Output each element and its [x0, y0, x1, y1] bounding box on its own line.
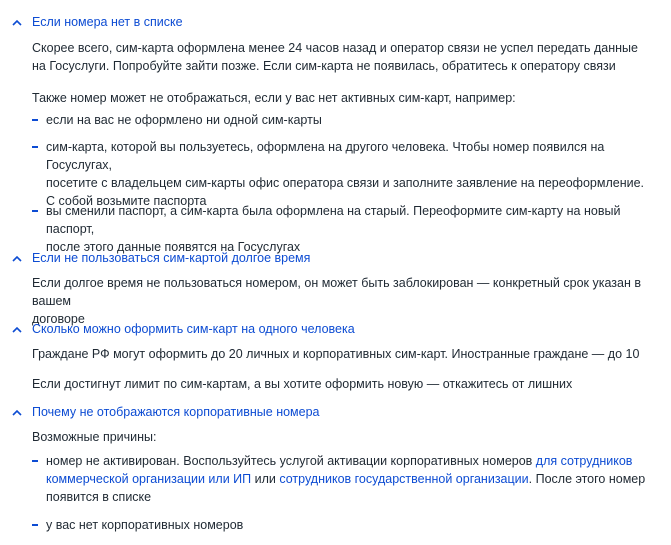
text-fragment: или: [251, 472, 280, 486]
chevron-up-icon: [10, 251, 24, 265]
text-fragment: номер не активирован. Воспользуйтесь услугой активации корпоративных номеров: [46, 454, 536, 468]
answer-paragraph: Также номер может не отображаться, если у вас нет активных сим-карт, например:: [32, 91, 516, 105]
answer-paragraph: [32, 39, 662, 75]
text-fragment: появится в списке: [46, 490, 152, 504]
link-government-employees[interactable]: сотрудников государственной организации: [279, 472, 529, 486]
list-bullet: [32, 524, 38, 526]
answer-line: Скорее всего, сим-карта оформлена менее 24 часов назад и оператор связи не успел передать данные: [32, 41, 638, 55]
answer-paragraph: Граждане РФ могут оформить до 20 личных и корпоративных сим-карт. Иностранные граждане — до 10: [32, 347, 640, 361]
faq-question-title[interactable]: Если номера нет в списке: [32, 15, 183, 29]
faq-toggle-sim-limit[interactable]: [10, 320, 355, 338]
faq-question-title[interactable]: Если не пользоваться сим-картой долгое время: [32, 251, 311, 265]
list-item-text: у вас нет корпоративных номеров: [46, 518, 244, 532]
list-bullet: [32, 210, 38, 212]
answer-paragraph: Если достигнут лимит по сим-картам, а вы хотите оформить новую — откажитесь от лишних: [32, 377, 573, 391]
link-text[interactable]: для сотрудников: [535, 454, 633, 468]
list-item-text: [46, 452, 662, 506]
faq-toggle-number-not-in-list[interactable]: [10, 13, 183, 31]
faq-toggle-unused-sim[interactable]: [10, 249, 310, 267]
chevron-up-icon: [10, 322, 24, 336]
list-bullet: [32, 119, 38, 121]
list-item-text: сим-карта, которой вы пользуетесь, оформлена на другого человека. Чтобы номер появился на Госуслугах, посетите с владельцем сим-карты офис оператора связи и заполните заявление на переоформление. С собой возьмите паспорта: [46, 140, 645, 208]
faq-question-title[interactable]: Почему не отображаются корпоративные номера: [32, 405, 320, 419]
link-text[interactable]: коммерческой организации или ИП: [46, 472, 252, 486]
list-item-text: если на вас не оформлено ни одной сим-карты: [46, 113, 322, 127]
list-bullet: [32, 146, 38, 148]
chevron-up-icon: [10, 15, 24, 29]
answer-line: на Госуслуги. Попробуйте зайти позже. Если сим-карта не появилась, обратитесь к оператору связи: [32, 59, 616, 73]
answer-line: Если долгое время не пользоваться номером, он может быть заблокирован — конкретный срок указан в вашем: [32, 276, 641, 308]
faq-toggle-corporate-numbers[interactable]: [10, 403, 320, 421]
faq-question-title[interactable]: Сколько можно оформить сим-карт на одного человека: [32, 322, 355, 336]
answer-paragraph: Возможные причины:: [32, 430, 157, 444]
list-bullet: [32, 460, 38, 462]
answer-line: договоре: [32, 312, 85, 326]
list-item-text: вы сменили паспорт, а сим-карта была оформлена на старый. Переоформите сим-карту на новый паспорт, после этого данные появятся на Госуслугах: [46, 204, 621, 254]
text-fragment: . После этого номер: [528, 472, 646, 486]
chevron-up-icon: [10, 405, 24, 419]
